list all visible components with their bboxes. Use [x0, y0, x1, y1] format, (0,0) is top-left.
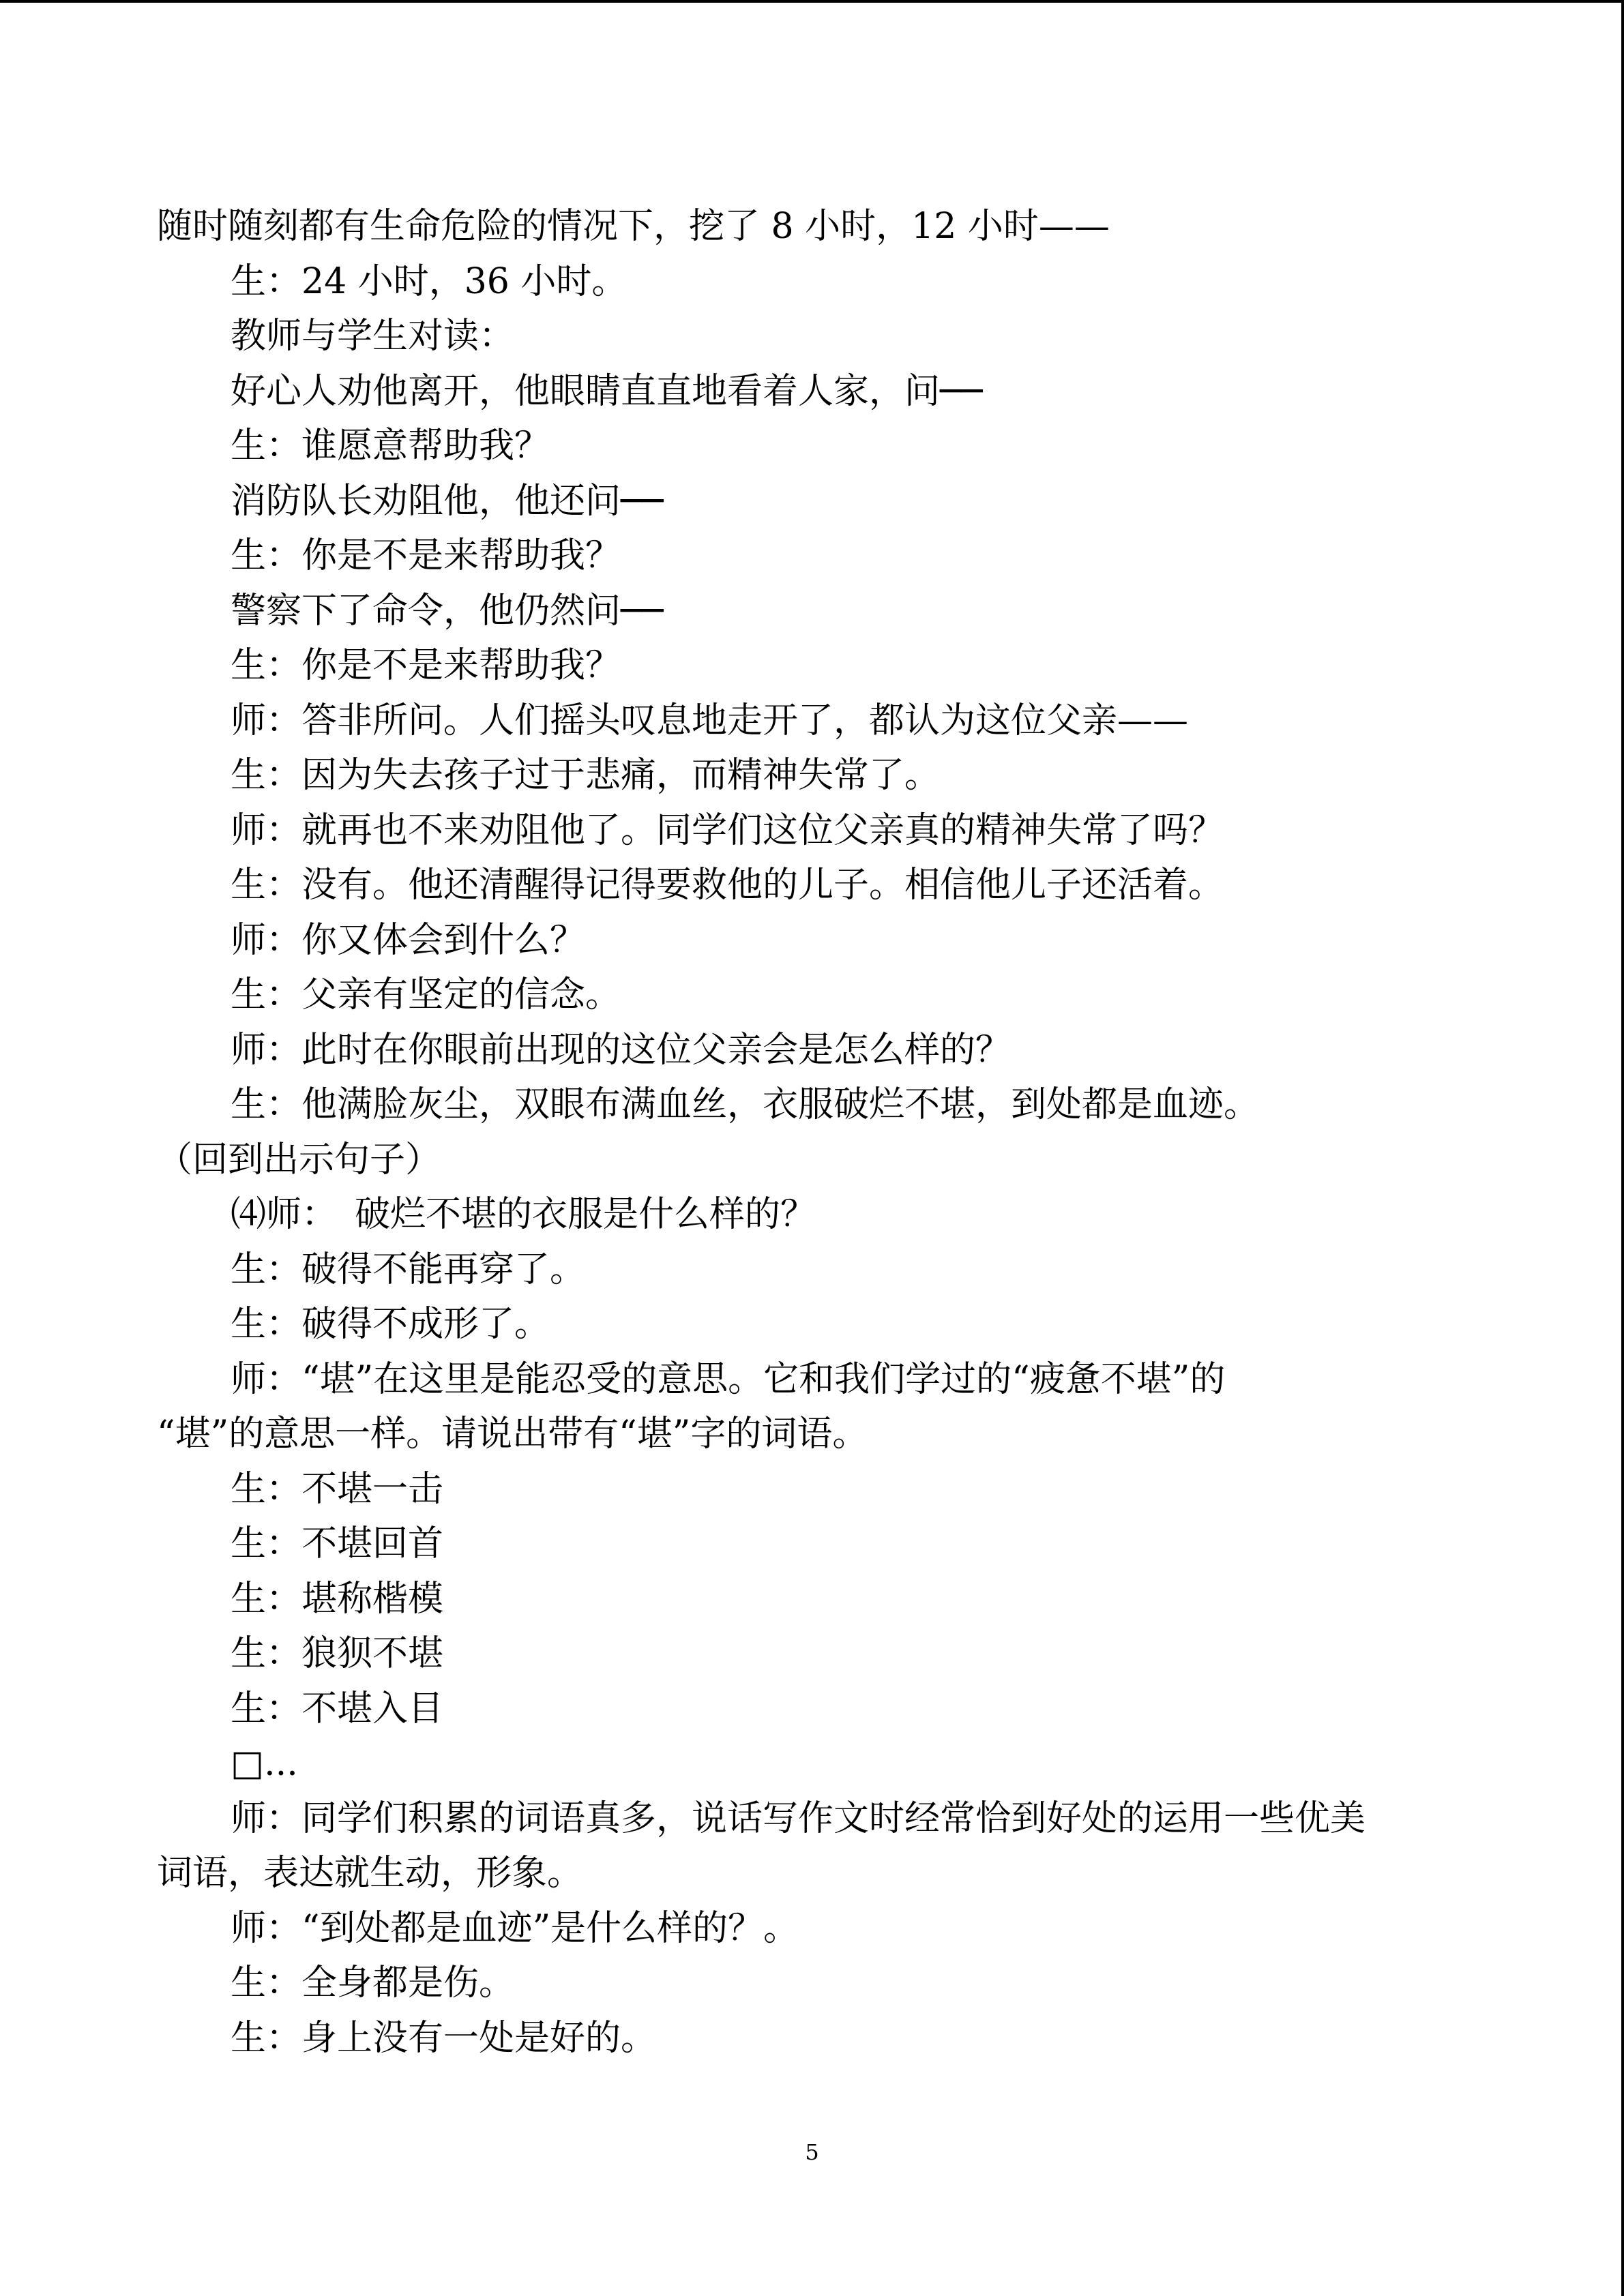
text-line: 生：不堪入目 — [231, 1688, 444, 1729]
text-line: 生：狼狈不堪 — [231, 1633, 444, 1674]
text-line: 生：不堪回首 — [231, 1523, 444, 1564]
text-line: 生：24 小时，36 小时。 — [231, 260, 628, 302]
text-line: 生：你是不是来帮助我？ — [231, 535, 621, 576]
text-line: 词语，表达就生动，形象。 — [157, 1853, 583, 1894]
text-line: 教师与学生对读： — [231, 316, 515, 357]
body-text — [157, 199, 1487, 2066]
text-line: 好心人劝他离开，他眼睛直直地看着人家，问── — [231, 370, 983, 412]
text-line: 生：破得不成形了。 — [231, 1304, 550, 1345]
text-line: 师：就再也不来劝阻他了。同学们这位父亲真的精神失常了吗？ — [231, 809, 1224, 851]
text-line: 生：没有。他还清醒得记得要救他的儿子。相信他儿子还活着。 — [231, 865, 1224, 906]
text-line: “堪”的意思一样。请说出带有“堪”字的词语。 — [157, 1414, 868, 1455]
text-line: □... — [231, 1743, 298, 1784]
text-line: 师：答非所问。人们摇头叹息地走开了，都认为这位父亲—— — [231, 700, 1189, 741]
text-line: 生：破得不能再穿了。 — [231, 1249, 586, 1290]
text-line: 生：不堪一击 — [231, 1468, 444, 1510]
text-line: 生：因为失去孩子过于悲痛，而精神失常了。 — [231, 755, 941, 796]
text-line: ⑷师： 破烂不堪的衣服是什么样的？ — [231, 1194, 816, 1235]
text-line: 师：“到处都是血迹”是什么样的？。 — [231, 1907, 799, 1949]
text-line: 师：“堪”在这里是能忍受的意思。它和我们学过的“疲惫不堪”的 — [231, 1358, 1226, 1400]
text-line: 生：身上没有一处是好的。 — [231, 2017, 657, 2059]
text-line: 生：谁愿意帮助我？ — [231, 426, 550, 466]
text-line: 随时随刻都有生命危险的情况下，挖了 8 小时，12 小时—— — [157, 206, 1110, 247]
text-line: 生：父亲有坚定的信念。 — [231, 974, 621, 1015]
text-line: 师：同学们积累的词语真多，说话写作文时经常恰到好处的运用一些优美 — [231, 1798, 1366, 1839]
text-line: 生：全身都是伤。 — [231, 1963, 515, 2003]
page-number: 5 — [805, 2139, 819, 2165]
text-line: （回到出示句子） — [157, 1139, 441, 1180]
text-line: 生：堪称楷模 — [231, 1578, 444, 1620]
text-line: 警察下了命令，他仍然问── — [231, 590, 664, 631]
text-line: 师：此时在你眼前出现的这位父亲会是怎么样的？ — [231, 1029, 1012, 1071]
text-line: 生：他满脸灰尘，双眼布满血丝，衣服破烂不堪，到处都是血迹。 — [231, 1084, 1260, 1125]
text-line: 生：你是不是来帮助我？ — [231, 645, 621, 686]
text-line: 消防队长劝阻他，他还问── — [231, 480, 664, 522]
text-line: 师：你又体会到什么？ — [231, 919, 586, 961]
